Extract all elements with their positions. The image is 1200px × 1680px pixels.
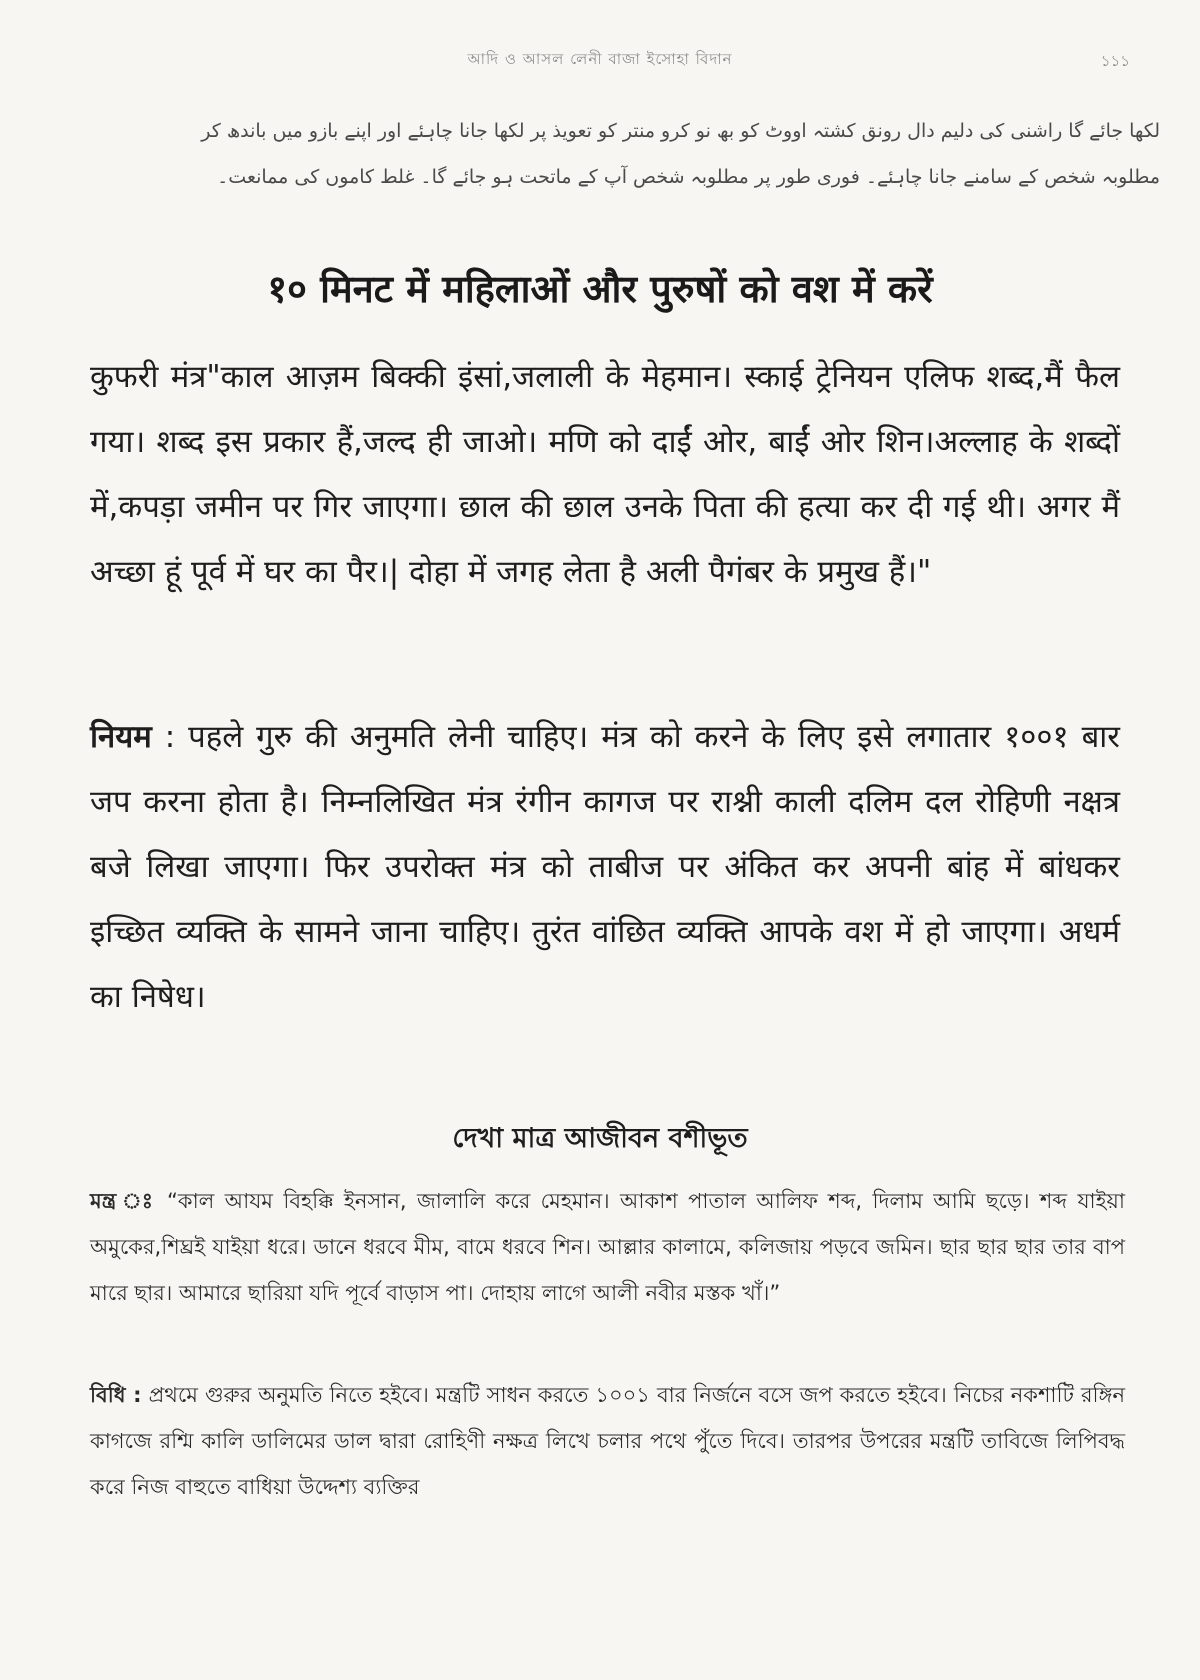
hindi-rule-paragraph (90, 705, 1120, 1030)
urdu-line-2: مطلوبہ شخص کے سامنے جانا چاہئے۔ فوری طور پر مطلوبہ شخص آپ کے ماتحت ہو جائے گا۔ غلط کاموں کی ممانعت۔ (217, 166, 1160, 188)
bengali-rule-label: বিধি : (90, 1383, 142, 1407)
hindi-rule-text: : पहले गुरु की अनुमति लेनी चाहिए। मंत्र को करने के लिए इसे लगातार १००१ बार जप करना होता है। निम्नलिखित मंत्र रंगीन कागज पर राश्नी काली दलिम दल रोहिणी नक्षत्र बजे लिखा जाएगा। फिर उपरोक्त मंत्र को ताबीज पर अंकित कर अपनी बांह में बांधकर इच्छित व्यक्ति के सामने जाना चाहिए। तुरंत वांछित व्यक्ति आपके वश में हो जाएगा। अधर्म का निषेध। (90, 719, 1120, 1015)
bengali-mantra-label: মন্ত্র ঃ (90, 1189, 157, 1213)
running-header: আদি ও আসল লেনী বাজা ইসোহা বিদান (467, 50, 733, 68)
bengali-rule-paragraph (90, 1372, 1125, 1510)
hindi-mantra-paragraph: कुफरी मंत्र"काल आज़म बिक्की इंसां,जलाली के मेहमान। स्काई ट्रेनियन एलिफ शब्द,मैं फैल गया। शब्द इस प्रकार हैं,जल्द ही जाओ। मणि को दाईं ओर, बाईं ओर शिन।अल्लाह के शब्दों में,कपड़ा जमीन पर गिर जाएगा। छाल की छाल उनके पिता की हत्या कर दी गई थी। अगर मैं अच्छा हूं पूर्व में घर का पैर।| दोहा में जगह लेता है अली पैगंबर के प्रमुख हैं।" (90, 359, 1120, 590)
bengali-section-heading: দেখা মাত্র আজীবন বশীভূত (452, 1123, 748, 1154)
bengali-mantra-text: “কাল আযম বিহক্কি ইনসান, জালালি করে মেহমান। আকাশ পাতাল আলিফ শব্দ, দিলাম আমি ছড়ে। শব্দ যাইয়া অমুকের,শিঘ্রই যাইয়া ধরে। ডানে ধরবে মীম, বামে ধরবে শিন। আল্লার কালামে, কলিজায় পড়বে জমিন। ছার ছার ছার তার বাপ মারে ছার। আমারে ছারিয়া যদি পূর্বে বাড়াস পা। দোহায় লাগে আলী নবীর মস্তক খাঁ।” (90, 1189, 1126, 1305)
hindi-rule-label: नियम (90, 719, 152, 755)
urdu-line-1: لکھا جائے گا راشنی کی دلیم دال رونق کشتہ اووٹ کو بھ نو کرو منتر کو تعویذ پر لکھا جانا چاہئے اور اپنے بازو میں باندھ کر (201, 120, 1160, 142)
page-number: ১১১ (1100, 52, 1130, 70)
bengali-mantra-paragraph (90, 1178, 1125, 1316)
bengali-rule-text: প্রথমে গুরুর অনুমতি নিতে হইবে। মন্ত্রটি সাধন করতে ১০০১ বার নির্জনে বসে জপ করতে হইবে। নিচের নকশাটি রঙ্গিন কাগজে রশ্মি কালি ডালিমের ডাল দ্বারা রোহিণী নক্ষত্র লিখে চলার পথে পুঁতে দিবে। তারপর উপরের মন্ত্রটি তাবিজে লিপিবদ্ধ করে নিজ বাহুতে বাধিয়া উদ্দেশ্য ব্যক্তির (90, 1383, 1125, 1499)
hindi-section-heading: १० मिनट में महिलाओं और पुरुषों को वश में करें (267, 267, 933, 311)
urdu-text-block (85, 108, 1160, 200)
